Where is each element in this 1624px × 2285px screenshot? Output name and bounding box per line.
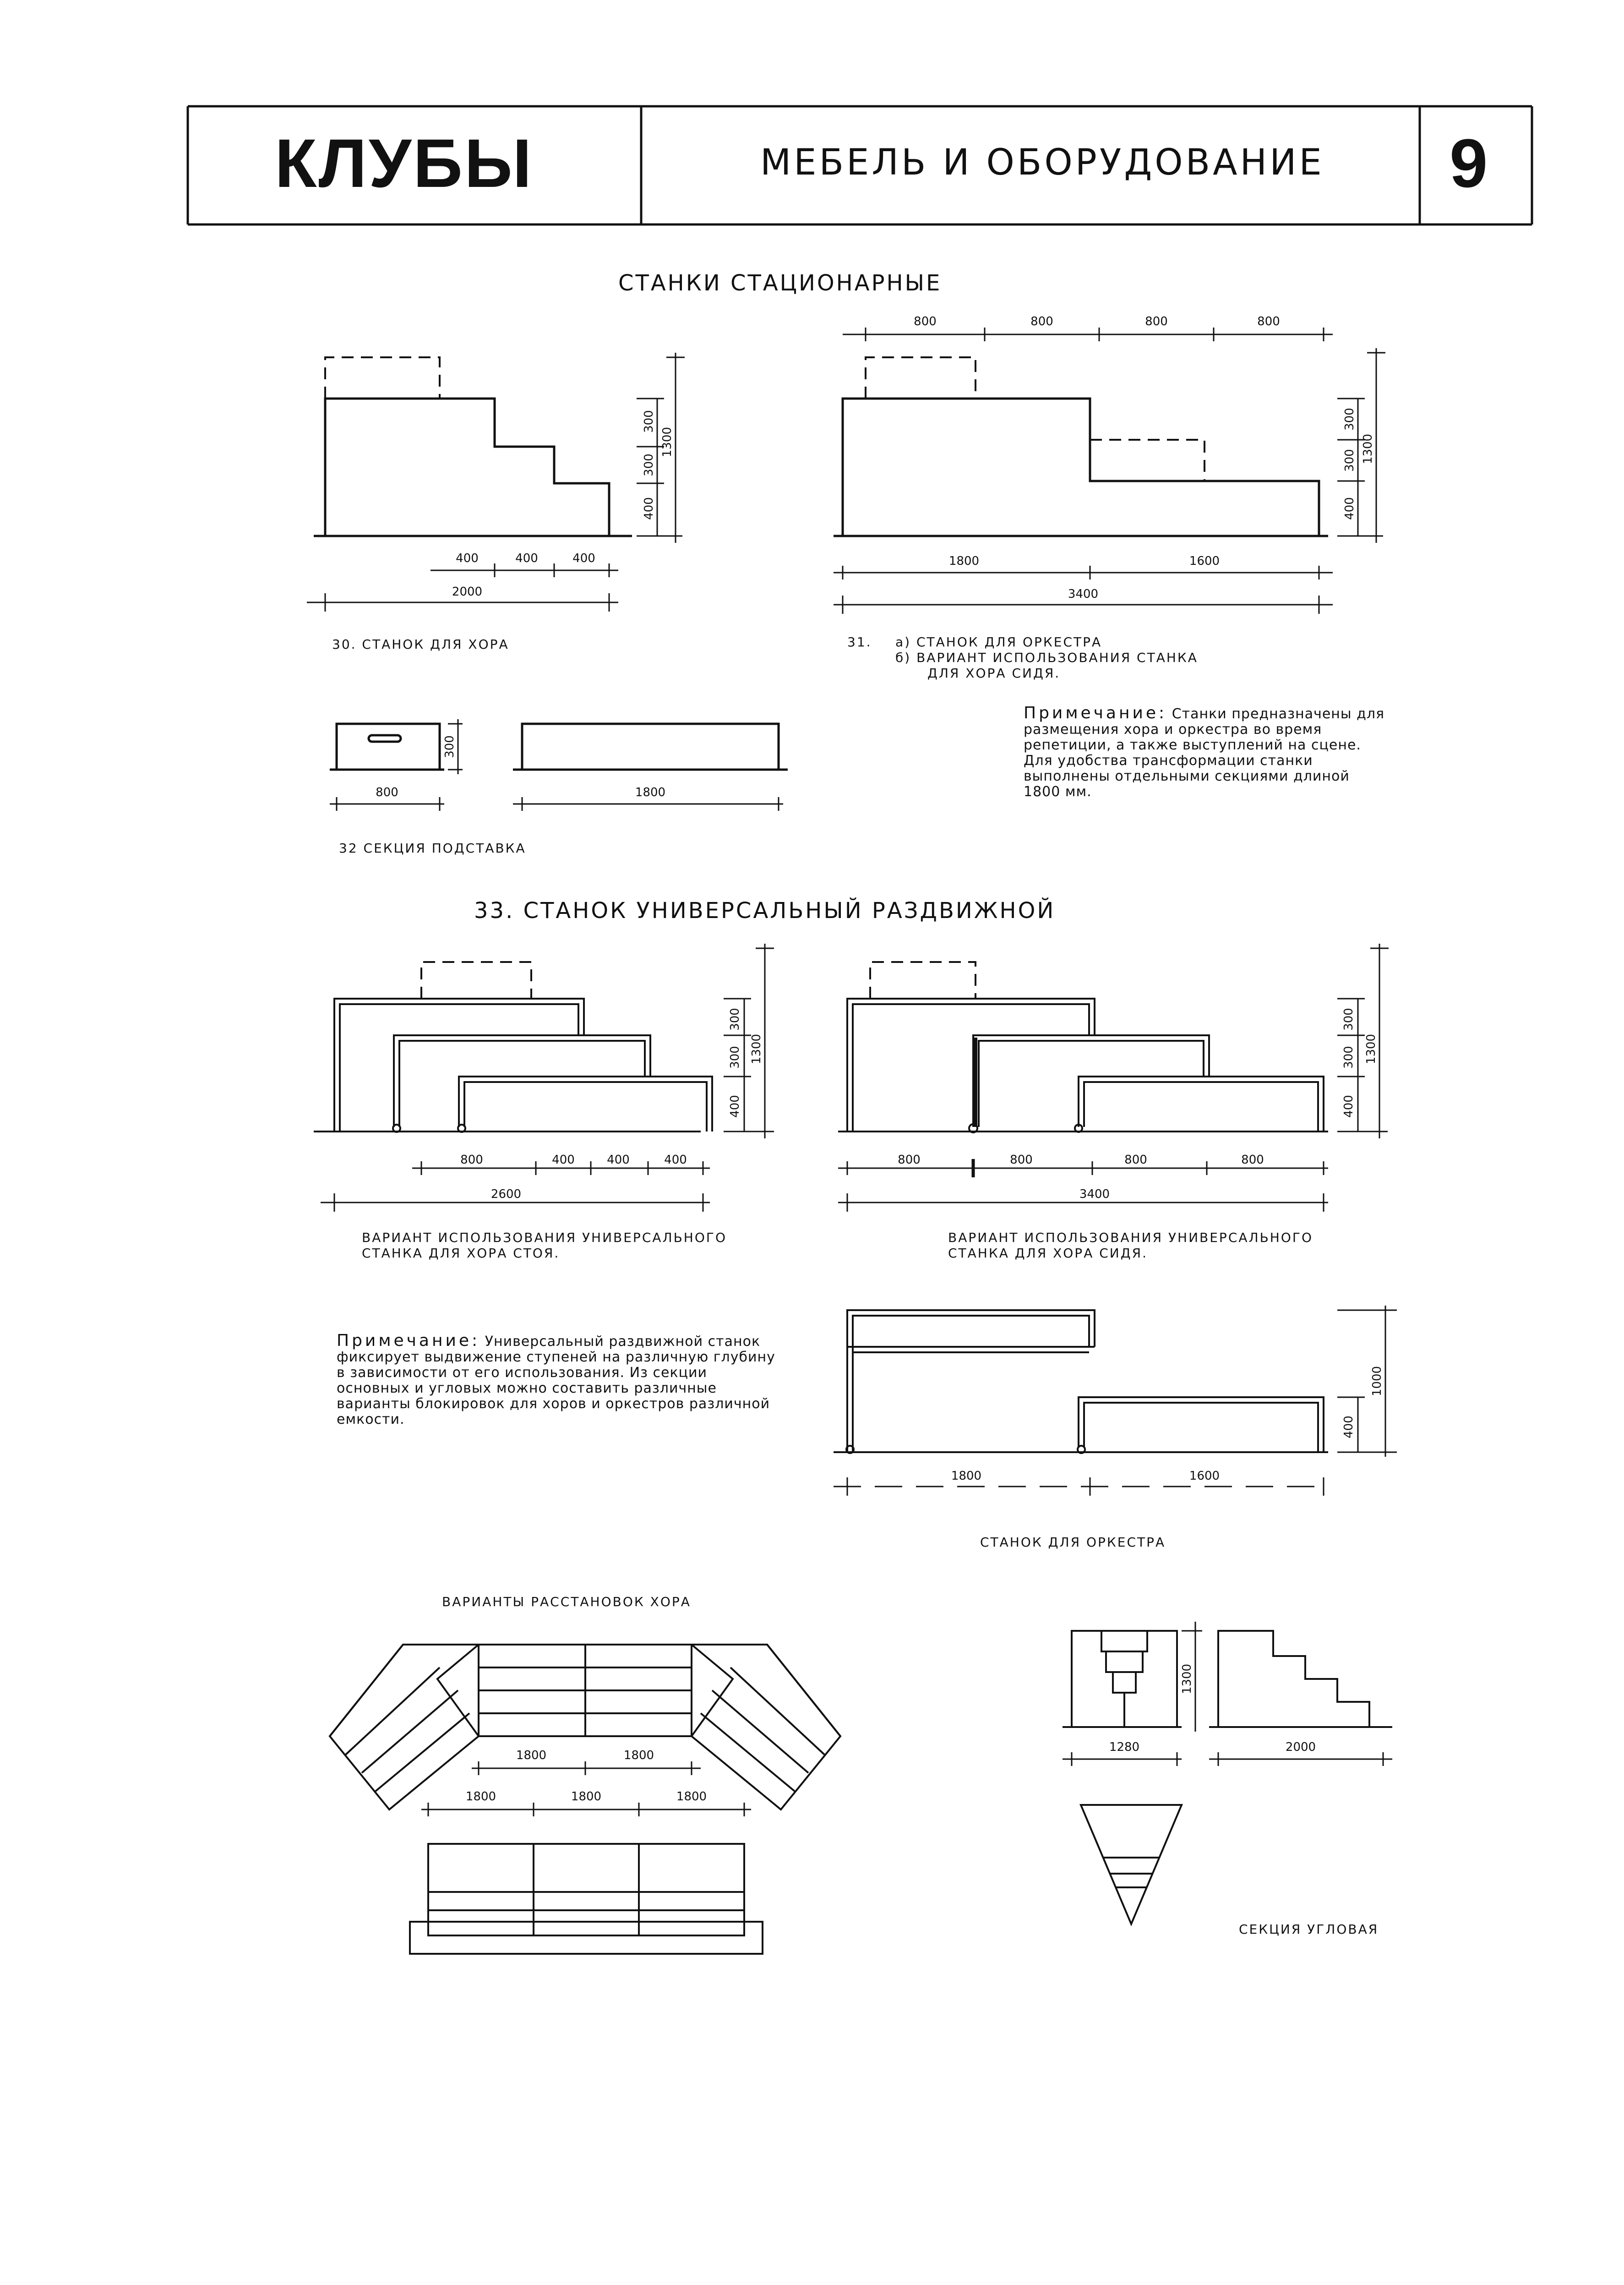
universal-standing-drawing xyxy=(298,935,815,1219)
dim-label: 1800 xyxy=(465,1790,496,1804)
dim-label: 300 xyxy=(1343,408,1357,431)
orchestra-caption: СТАНОК ДЛЯ ОРКЕСТРА xyxy=(980,1535,1166,1550)
fig30-choir-stand-drawing xyxy=(298,339,710,623)
dim-label: 800 xyxy=(460,1153,483,1167)
dim-label: 1800 xyxy=(948,554,980,568)
choir-arrangements-title: ВАРИАНТЫ РАССТАНОВОК ХОРА xyxy=(442,1594,691,1609)
dim-label: 800 xyxy=(1010,1153,1033,1167)
dim-label: 300 xyxy=(443,735,457,758)
dim-label: 1280 xyxy=(1109,1740,1140,1754)
fig32-caption: 32 СЕКЦИЯ ПОДСТАВКА xyxy=(339,841,526,856)
note-lead: Примечание: xyxy=(337,1331,480,1350)
dim-label: 300 xyxy=(1343,449,1357,472)
dim-label: 400 xyxy=(572,552,595,565)
dim-label: 1800 xyxy=(635,786,666,799)
dim-label: 1800 xyxy=(676,1790,707,1804)
dim-label: 800 xyxy=(376,786,398,799)
dim-label: 400 xyxy=(456,552,479,565)
dim-label: 1800 xyxy=(623,1749,654,1762)
stationary-section-title: СТАНКИ СТАЦИОНАРНЫЕ xyxy=(618,270,942,296)
universal-sitting-drawing xyxy=(820,935,1424,1219)
fig31-caption-b: б) ВАРИАНТ ИСПОЛЬЗОВАНИЯ СТАНКА xyxy=(895,650,1198,665)
header-frame xyxy=(0,0,1624,238)
fig30-caption: 30. СТАНОК ДЛЯ ХОРА xyxy=(332,637,509,652)
dim-label: 400 xyxy=(607,1153,630,1167)
sitting-caption-1: ВАРИАНТ ИСПОЛЬЗОВАНИЯ УНИВЕРСАЛЬНОГО xyxy=(948,1230,1313,1245)
page-number: 9 xyxy=(1450,125,1488,202)
fig31-orchestra-stand-drawing xyxy=(815,312,1429,623)
dim-label: 1300 xyxy=(1364,1033,1378,1065)
dim-label: 400 xyxy=(728,1095,742,1118)
universal-section-title: 33. СТАНОК УНИВЕРСАЛЬНЫЙ РАЗДВИЖНОЙ xyxy=(474,898,1056,924)
dim-label: 2000 xyxy=(452,585,483,599)
standing-caption-1: ВАРИАНТ ИСПОЛЬЗОВАНИЯ УНИВЕРСАЛЬНОГО xyxy=(362,1230,727,1245)
dim-label: 2000 xyxy=(1285,1740,1316,1754)
dim-label: 300 xyxy=(1342,1008,1356,1031)
dim-label: 1600 xyxy=(1189,554,1220,568)
fig31-number: 31. xyxy=(847,634,872,650)
corner-section-drawings xyxy=(1044,1603,1411,1961)
dim-label: 800 xyxy=(914,315,937,328)
dim-label: 400 xyxy=(1343,497,1357,520)
orchestra-stand-drawing xyxy=(820,1296,1424,1507)
corner-section-caption: СЕКЦИЯ УГЛОВАЯ xyxy=(1239,1922,1379,1937)
dim-label: 400 xyxy=(664,1153,687,1167)
dim-label: 800 xyxy=(1241,1153,1264,1167)
note-body: Универсальный раздвижной станок фиксирует выдвижение ступеней на различную глубину в зависимости от его использования. Из секции основных и угловых можно составить различные варианты блокировок для хоров и оркестров различной емкости. xyxy=(337,1334,775,1427)
dim-label: 1800 xyxy=(571,1790,602,1804)
fig31-caption-b-cont: ДЛЯ ХОРА СИДЯ. xyxy=(927,666,1061,681)
dim-label: 300 xyxy=(642,454,656,476)
dim-label: 300 xyxy=(728,1046,742,1069)
dim-label: 3400 xyxy=(1068,587,1099,601)
dim-label: 300 xyxy=(728,1008,742,1031)
note-lead: Примечание: xyxy=(1024,704,1167,722)
dim-label: 3400 xyxy=(1079,1187,1110,1201)
dim-label: 400 xyxy=(642,497,656,520)
standing-caption-2: СТАНКА ДЛЯ ХОРА СТОЯ. xyxy=(362,1246,560,1261)
dim-label: 2600 xyxy=(490,1187,522,1201)
note-stationary xyxy=(1024,705,1385,800)
page-title: КЛУБЫ xyxy=(275,125,534,202)
dim-label: 1300 xyxy=(750,1033,763,1065)
dim-label: 1000 xyxy=(1370,1366,1384,1397)
sitting-caption-2: СТАНКА ДЛЯ ХОРА СИДЯ. xyxy=(948,1246,1148,1261)
dim-label: 800 xyxy=(1257,315,1280,328)
fig31-caption-a: а) СТАНОК ДЛЯ ОРКЕСТРА xyxy=(895,634,1102,650)
dim-label: 400 xyxy=(515,552,538,565)
dim-label: 400 xyxy=(1342,1416,1356,1438)
note-body: Станки предназначены для размещения хора и оркестра во время репетиции, а также выступлений на сцене. Для удобства трансформации станки выполнены отдельными секциями длиной 1800 мм. xyxy=(1024,706,1385,800)
dim-label: 1800 xyxy=(516,1749,547,1762)
dim-label: 1300 xyxy=(1180,1663,1194,1695)
fig32-section-stand-drawing xyxy=(321,715,824,829)
dim-label: 800 xyxy=(898,1153,921,1167)
dim-label: 1600 xyxy=(1189,1469,1220,1483)
dim-label: 400 xyxy=(552,1153,575,1167)
choir-arrangements-drawing xyxy=(311,1617,861,1974)
dim-label: 1300 xyxy=(660,426,674,458)
note-universal xyxy=(337,1333,776,1427)
dim-label: 1300 xyxy=(1361,433,1375,465)
dim-label: 300 xyxy=(642,410,656,433)
dim-label: 400 xyxy=(1342,1095,1356,1118)
page-subtitle: МЕБЕЛЬ И ОБОРУДОВАНИЕ xyxy=(760,142,1324,183)
dim-label: 800 xyxy=(1145,315,1168,328)
dim-label: 300 xyxy=(1342,1046,1356,1069)
dim-label: 800 xyxy=(1124,1153,1147,1167)
dim-label: 800 xyxy=(1030,315,1053,328)
dim-label: 1800 xyxy=(951,1469,982,1483)
